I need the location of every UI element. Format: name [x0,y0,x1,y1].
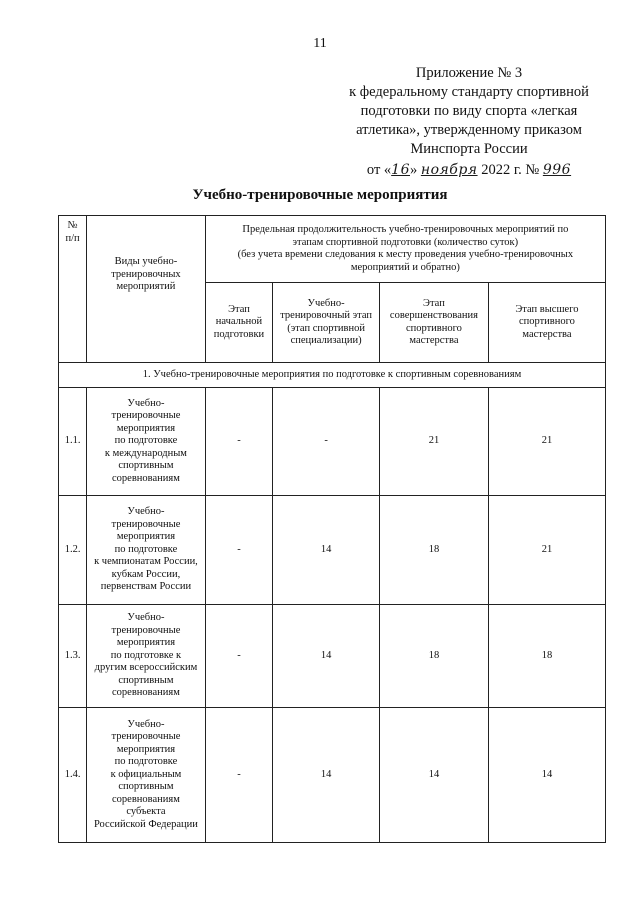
row-number: 1.2. [59,496,87,605]
order-number: 996 [542,162,572,178]
cell-stage-highest: 21 [488,496,605,605]
cell-stage-training: 14 [273,708,380,843]
order-date-line [334,161,604,180]
cell-stage-initial: - [205,708,273,843]
header-stage-highest: Этап высшего спортивного мастерства [488,283,605,363]
cell-stage-training: 14 [273,605,380,708]
header-stage-initial: Этап начальной подготовки [205,283,273,363]
cell-stage-initial: - [205,605,273,708]
table-header-row [59,216,606,283]
order-year: 2022 г. № [481,162,540,178]
cell-stage-highest: 18 [488,605,605,708]
row-event-name: Учебно- тренировочные мероприятия по подготовке к чемпионатам России, кубкам России, первенствам России [87,496,206,605]
table-row [59,708,606,843]
appendix-line: атлетика», утвержденному приказом [356,122,582,138]
header-stage-training: Учебно- тренировочный этап (этап спортивной специализации) [273,283,380,363]
cell-stage-initial: - [205,496,273,605]
table-row [59,605,606,708]
row-number: 1.1. [59,388,87,496]
cell-stage-training: 14 [273,496,380,605]
order-month: ноября [420,162,478,178]
row-number: 1.4. [59,708,87,843]
document-title: Учебно-тренировочные мероприятия [192,187,448,203]
appendix-line: Приложение № 3 [415,65,523,81]
table-row [59,496,606,605]
row-event-name: Учебно- тренировочные мероприятия по подготовке к международным спортивным соревнованиям [87,388,206,496]
cell-stage-highest: 21 [488,388,605,496]
row-event-name: Учебно- тренировочные мероприятия по подготовке к официальным спортивным соревнованиям субъекта Российской Федерации [87,708,206,843]
cell-stage-improvement: 18 [379,605,488,708]
appendix-line: подготовки по виду спорта «легкая [360,103,578,119]
cell-stage-improvement: 14 [379,708,488,843]
appendix-line: Минспорта России [410,141,528,157]
appendix-header [334,64,604,180]
cell-stage-improvement: 18 [379,496,488,605]
header-max-duration: Предельная продолжительность учебно-тренировочных мероприятий по этапам спортивной подготовки (количество суток) (без учета времени следования к месту проведения учебно-тренировочных мероприятий и обратно) [205,216,605,283]
row-event-name: Учебно- тренировочные мероприятия по подготовке к другим всероссийским спортивным соревнованиям [87,605,206,708]
cell-stage-training: - [273,388,380,496]
header-number: № п/п [59,216,87,363]
page-number: 11 [313,36,327,51]
training-events-table [58,215,606,843]
appendix-line: к федеральному стандарту спортивной [349,84,589,100]
order-day: 16 [391,162,410,178]
header-stage-improvement: Этап совершенствования спортивного мастерства [379,283,488,363]
table-row [59,388,606,496]
cell-stage-improvement: 21 [379,388,488,496]
cell-stage-highest: 14 [488,708,605,843]
order-mid: » [410,162,418,178]
section-title: 1. Учебно-тренировочные мероприятия по подготовке к спортивным соревнованиям [59,363,606,388]
section-row [59,363,606,388]
order-prefix: от « [366,162,392,178]
header-event-kind: Виды учебно- тренировочных мероприятий [87,216,206,363]
row-number: 1.3. [59,605,87,708]
cell-stage-initial: - [205,388,273,496]
